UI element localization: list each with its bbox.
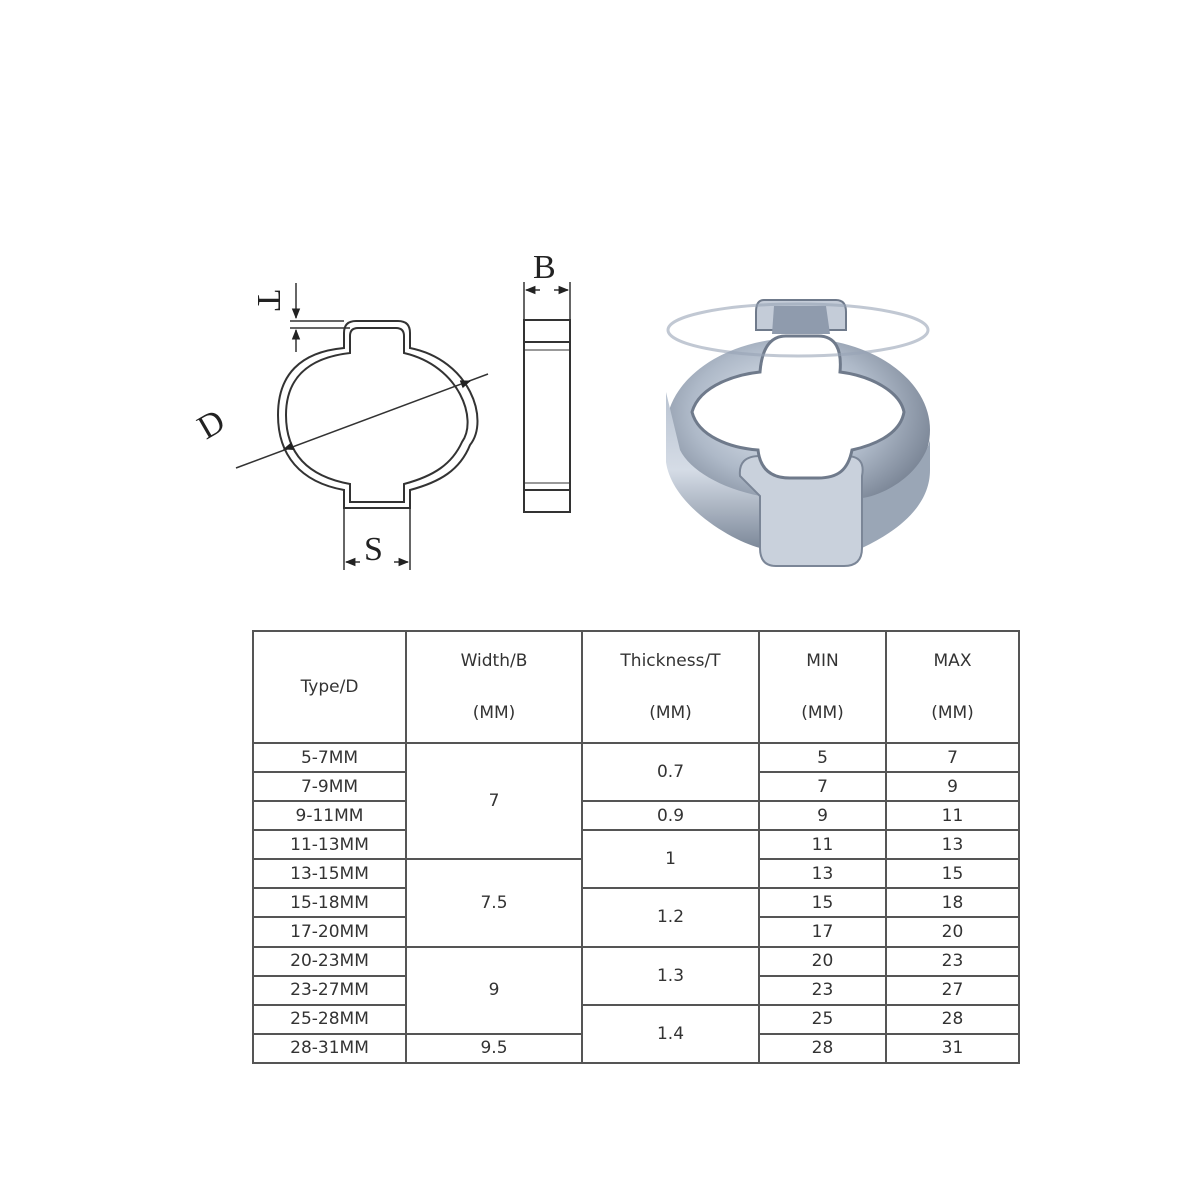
table-row (253, 888, 1019, 917)
header-max: MAX (MM) (886, 631, 1019, 743)
min-cell: 11 (759, 830, 886, 859)
max-cell: 18 (886, 888, 1019, 917)
width-label: B (533, 249, 556, 286)
width-cell: 9 (406, 947, 582, 1034)
min-cell: 17 (759, 917, 886, 946)
thickness-label: T (250, 290, 287, 311)
min-cell: 25 (759, 1005, 886, 1034)
max-cell: 11 (886, 801, 1019, 830)
table-row (253, 1005, 1019, 1034)
max-cell: 31 (886, 1034, 1019, 1063)
thickness-cell: 0.9 (582, 801, 759, 830)
min-cell: 13 (759, 859, 886, 888)
header-type: Type/D (253, 631, 406, 743)
clamp-side-view (524, 320, 570, 512)
table-row (253, 947, 1019, 976)
min-cell: 5 (759, 743, 886, 772)
width-dimension (524, 282, 570, 320)
max-cell: 7 (886, 743, 1019, 772)
table-row (253, 743, 1019, 772)
type-cell: 13-15MM (253, 859, 406, 888)
thickness-cell: 1.4 (582, 1005, 759, 1063)
type-cell: 11-13MM (253, 830, 406, 859)
type-cell: 23-27MM (253, 976, 406, 1005)
min-cell: 7 (759, 772, 886, 801)
max-cell: 23 (886, 947, 1019, 976)
diameter-label: D (191, 402, 232, 447)
width-cell: 7.5 (406, 859, 582, 946)
max-cell: 27 (886, 976, 1019, 1005)
type-cell: 15-18MM (253, 888, 406, 917)
type-cell: 20-23MM (253, 947, 406, 976)
type-cell: 17-20MM (253, 917, 406, 946)
header-thickness: Thickness/T (MM) (582, 631, 759, 743)
width-cell: 9.5 (406, 1034, 582, 1063)
thickness-cell: 1.3 (582, 947, 759, 1005)
thickness-cell: 1.2 (582, 888, 759, 946)
max-cell: 13 (886, 830, 1019, 859)
spec-table (252, 630, 1020, 1064)
max-cell: 9 (886, 772, 1019, 801)
header-width: Width/B (MM) (406, 631, 582, 743)
slot-label: S (364, 531, 383, 568)
table-row (253, 801, 1019, 830)
thickness-cell: 0.7 (582, 743, 759, 801)
type-cell: 7-9MM (253, 772, 406, 801)
type-cell: 5-7MM (253, 743, 406, 772)
min-cell: 23 (759, 976, 886, 1005)
min-cell: 20 (759, 947, 886, 976)
thickness-cell: 1 (582, 830, 759, 888)
width-cell: 7 (406, 743, 582, 859)
max-cell: 15 (886, 859, 1019, 888)
type-cell: 25-28MM (253, 1005, 406, 1034)
min-cell: 15 (759, 888, 886, 917)
diameter-dimension (236, 374, 488, 468)
max-cell: 28 (886, 1005, 1019, 1034)
min-cell: 9 (759, 801, 886, 830)
table-row (253, 830, 1019, 859)
clamp-photo (666, 300, 930, 566)
header-min: MIN (MM) (759, 631, 886, 743)
type-cell: 9-11MM (253, 801, 406, 830)
type-cell: 28-31MM (253, 1034, 406, 1063)
max-cell: 20 (886, 917, 1019, 946)
thickness-dimension (290, 283, 350, 352)
min-cell: 28 (759, 1034, 886, 1063)
